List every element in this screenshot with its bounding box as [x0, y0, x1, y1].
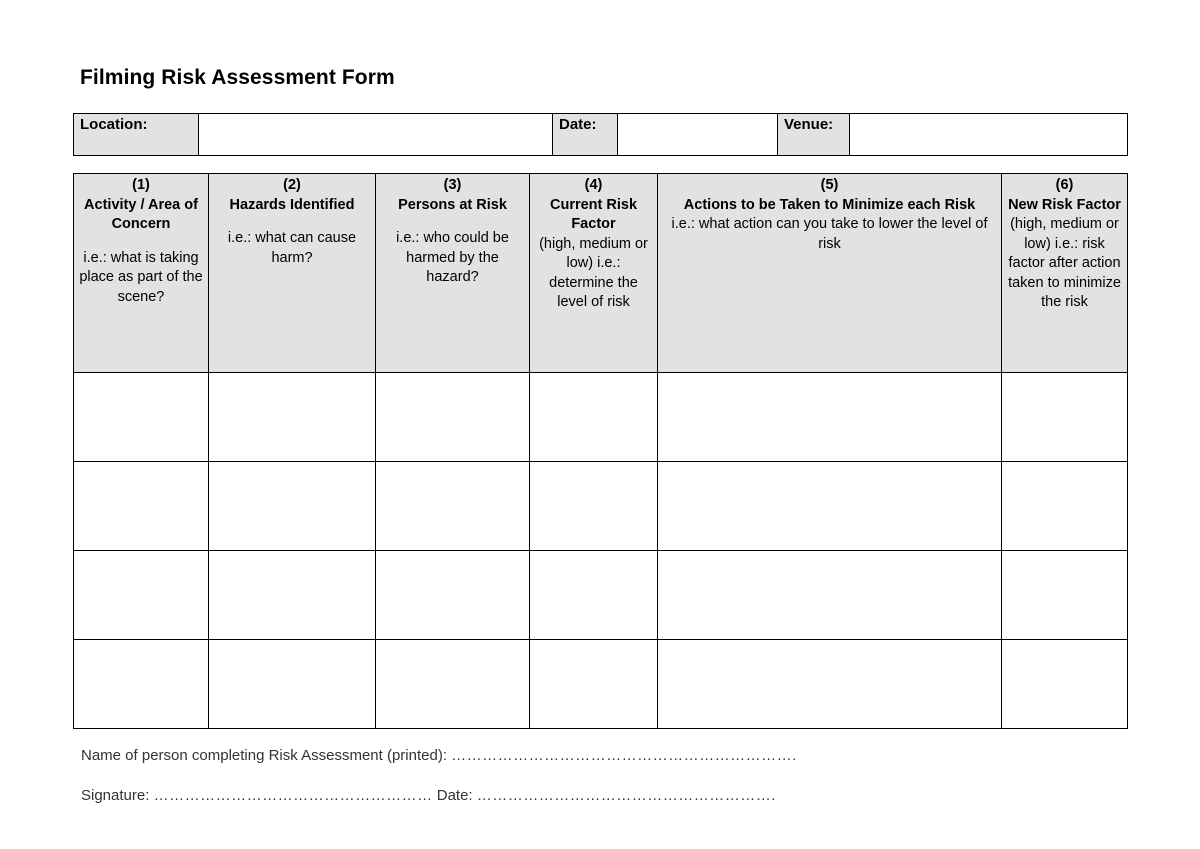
name-label: Name of person completing Risk Assessment (printed): — [81, 747, 447, 764]
risk-table — [73, 173, 1128, 729]
table-cell[interactable] — [209, 640, 376, 729]
table-cell[interactable] — [376, 551, 530, 640]
column-header-actions: (5) Actions to be Taken to Minimize each Risk i.e.: what action can you take to lower the level of risk — [658, 174, 1002, 373]
table-cell[interactable] — [658, 551, 1002, 640]
table-row — [74, 551, 1128, 640]
table-cell[interactable] — [530, 640, 658, 729]
table-cell[interactable] — [1002, 373, 1128, 462]
table-row — [74, 373, 1128, 462]
table-row — [74, 462, 1128, 551]
footer-date-label: Date: — [436, 787, 473, 804]
table-cell[interactable] — [658, 640, 1002, 729]
table-cell[interactable] — [74, 373, 209, 462]
signature-label: Signature: — [81, 787, 150, 804]
table-cell[interactable] — [376, 640, 530, 729]
date-label: Date: — [553, 114, 618, 156]
signature-line — [81, 787, 776, 804]
table-cell[interactable] — [530, 373, 658, 462]
footer-date-field[interactable]: …………………………………………………. — [476, 787, 776, 804]
info-table — [73, 113, 1128, 156]
table-cell[interactable] — [74, 551, 209, 640]
table-row — [74, 640, 1128, 729]
table-cell[interactable] — [74, 640, 209, 729]
table-cell[interactable] — [530, 551, 658, 640]
column-header-new-risk: (6) New Risk Factor (high, medium or low) i.e.: risk factor after action taken to minimize the risk — [1002, 174, 1128, 373]
signature-field[interactable]: ……………………………………………… — [153, 787, 433, 804]
table-cell[interactable] — [209, 551, 376, 640]
venue-field[interactable] — [850, 114, 1128, 156]
table-cell[interactable] — [376, 462, 530, 551]
column-header-persons: (3) Persons at Risk i.e.: who could be harmed by the hazard? — [376, 174, 530, 373]
table-cell[interactable] — [209, 462, 376, 551]
location-label: Location: — [74, 114, 199, 156]
table-cell[interactable] — [658, 373, 1002, 462]
table-cell[interactable] — [1002, 640, 1128, 729]
column-header-current-risk: (4) Current Risk Factor (high, medium or low) i.e.: determine the level of risk — [530, 174, 658, 373]
date-field[interactable] — [618, 114, 778, 156]
table-cell[interactable] — [1002, 551, 1128, 640]
table-cell[interactable] — [658, 462, 1002, 551]
table-cell[interactable] — [530, 462, 658, 551]
table-cell[interactable] — [376, 373, 530, 462]
name-line — [81, 747, 797, 764]
column-header-hazards: (2) Hazards Identified i.e.: what can cause harm? — [209, 174, 376, 373]
column-header-activity: (1) Activity / Area of Concern i.e.: what is taking place as part of the scene? — [74, 174, 209, 373]
form-title: Filming Risk Assessment Form — [80, 66, 395, 89]
table-cell[interactable] — [209, 373, 376, 462]
header-row — [74, 174, 1128, 373]
location-field[interactable] — [199, 114, 553, 156]
venue-label: Venue: — [778, 114, 850, 156]
table-cell[interactable] — [74, 462, 209, 551]
name-field[interactable]: …………………………………………………………. — [451, 747, 797, 764]
table-cell[interactable] — [1002, 462, 1128, 551]
